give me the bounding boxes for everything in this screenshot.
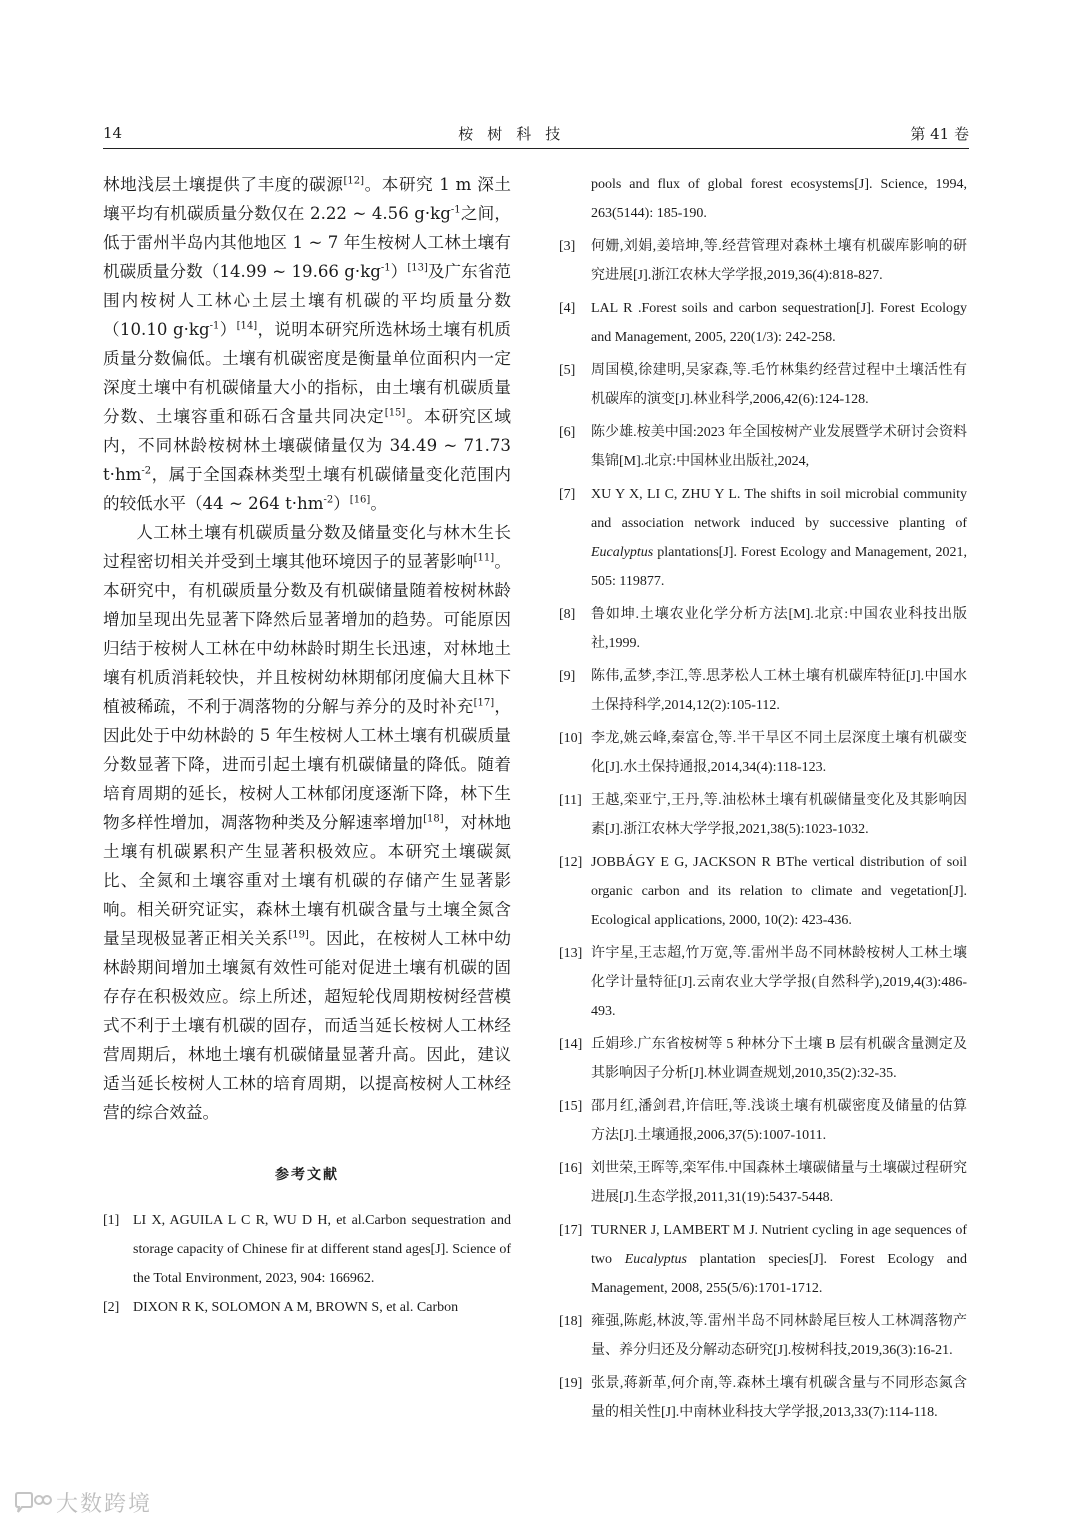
reference-item — [559, 600, 967, 658]
reference-text — [133, 1206, 511, 1293]
reference-number: [4] — [559, 301, 576, 316]
citation-superscript: [11] — [473, 552, 495, 564]
reference-number: [15] — [559, 1099, 583, 1114]
reference-text — [591, 1092, 967, 1150]
reference-text — [133, 1293, 511, 1322]
text-run: ，因此处于中幼林龄的 5 年生桉树人工林土壤有机碳质量分数显著下降，进而引起土壤有机碳储量的降低。随着培育周期的延长，桉树人工林郁闭度逐渐下降，林下生物多样性增加，凋落物种类及分解速率增加 — [103, 697, 512, 832]
reference-number: [1] — [103, 1213, 120, 1228]
reference-number: [12] — [559, 855, 583, 870]
text-run: TURNER J, LAMBERT M J. Nutrient cycling in age sequences of two — [591, 1223, 967, 1267]
text-run: XU Y X, LI C, ZHU Y L. The shifts in soil microbial community and association network induced by successive planting of — [591, 487, 967, 531]
text-run: pools and flux of global forest ecosystems[J]. Science, 1994, 263(5144): 185-190. — [591, 177, 967, 221]
reference-number: [11] — [559, 793, 582, 808]
text-run: 周国模,徐建明,吴家森,等.毛竹林集约经营过程中土壤活性有机碳库的演变[J].林业科学,2006,42(6):124-128. — [591, 363, 967, 407]
reference-number: [7] — [559, 487, 576, 502]
reference-item — [559, 1154, 967, 1212]
reference-item — [559, 1216, 967, 1303]
watermark-text: 大数跨境 — [56, 1492, 153, 1517]
references-list-left — [103, 1206, 511, 1322]
text-run: plantations[J]. Forest Ecology and Management, 2021, 505: 119877. — [591, 545, 967, 589]
reference-number: [16] — [559, 1161, 583, 1176]
reference-item — [559, 480, 967, 596]
reference-text — [591, 1307, 967, 1365]
citation-superscript: [14] — [236, 320, 258, 332]
citation-superscript: [19] — [288, 929, 309, 941]
reference-item — [559, 662, 967, 720]
text-run: 何姗,刘娟,姜培坤,等.经营管理对森林土壤有机碳库影响的研究进展[J].浙江农林大学学报,2019,36(4):818-827. — [591, 239, 967, 283]
references-title: 参考文献 — [275, 1167, 339, 1183]
speech-bubble-logo-icon — [12, 1491, 52, 1515]
reference-number: [5] — [559, 363, 576, 378]
text-run: JOBBÁGY E G, JACKSON R BThe vertical distribution of soil organic carbon and its relation to climate and vegetation[J]. Ecological applications, 2000, 10(2): 423-436. — [591, 855, 967, 928]
reference-number: [2] — [103, 1300, 120, 1315]
text-run: 王越,栾亚宁,王丹,等.油松林土壤有机碳储量变化及其影响因素[J].浙江农林大学学报,2021,38(5):1023-1032. — [591, 793, 967, 837]
reference-number: [3] — [559, 239, 576, 254]
reference-item — [559, 1307, 967, 1365]
citation-superscript: [12] — [343, 175, 365, 187]
reference-number: [9] — [559, 669, 576, 684]
text-run: plantation species[J]. Forest Ecology and Management, 2008, 255(5/6):1701-1712. — [591, 1252, 967, 1296]
text-run: 陈伟,孟梦,李江,等.思茅松人工林土壤有机碳库特征[J].中国水土保持科学,2014,12(2):105-112. — [591, 669, 967, 713]
citation-superscript: [17] — [473, 697, 495, 709]
text-run: 李龙,姚云峰,秦富仓,等.半干旱区不同土层深度土壤有机碳变化[J].水土保持通报,2014,34(4):118-123. — [591, 731, 967, 775]
reference-item — [559, 1030, 967, 1088]
reference-text — [591, 356, 967, 414]
reference-text — [591, 294, 967, 352]
reference-text — [591, 939, 967, 1026]
text-run: ，属于全国森林类型土壤有机碳储量变化范围内的较低水平（44 ~ 264 t·hm — [103, 465, 511, 513]
reference-item — [559, 418, 967, 476]
reference-text — [591, 418, 967, 476]
right-column — [559, 170, 967, 1431]
citation-superscript: [15] — [384, 407, 406, 419]
reference-text — [591, 170, 967, 228]
citation-superscript: [13] — [407, 262, 428, 274]
reference-text — [591, 600, 967, 658]
text-run: 邵月红,潘剑君,许信旺,等.浅谈土壤有机碳密度及储量的估算方法[J].土壤通报,2006,37(5):1007-1011. — [591, 1099, 967, 1143]
citation-superscript: [16] — [349, 494, 371, 506]
citation-superscript: [18] — [423, 813, 444, 825]
text-run: ，说明本研究所选林场土壤有机质质量分数偏低。土壤有机碳密度是衡量单位面积内一定深度土壤中有机碳储量大小的指标，由土壤有机碳质量分数、土壤容重和砾石含量共同决定 — [103, 320, 512, 426]
citation-superscript: -2 — [141, 465, 152, 477]
page-header — [103, 118, 969, 149]
reference-number: [14] — [559, 1037, 583, 1052]
reference-number: [17] — [559, 1223, 583, 1238]
reference-number — [559, 170, 591, 228]
reference-text — [591, 1216, 967, 1303]
reference-text — [591, 232, 967, 290]
reference-number: [13] — [559, 946, 583, 961]
body-paragraph — [103, 518, 511, 1127]
reference-text — [591, 724, 967, 782]
text-run: 许宇星,王志超,竹万宽,等.雷州半岛不同林龄桉树人工林土壤化学计量特征[J].云南农业大学学报(自然科学),2019,4(3):486-493. — [591, 946, 967, 1019]
text-run: 林地浅层土壤提供了丰度的碳源 — [103, 175, 344, 194]
reference-item — [103, 1206, 511, 1293]
citation-superscript: -1 — [450, 204, 461, 216]
reference-number: [10] — [559, 731, 583, 746]
reference-text — [591, 480, 967, 596]
reference-item — [559, 848, 967, 935]
text-run: LAL R .Forest soils and carbon sequestration[J]. Forest Ecology and Management, 2005, 220(1/3): 242-258. — [591, 301, 967, 345]
citation-superscript: -2 — [323, 494, 334, 506]
text-run: DIXON R K, SOLOMON A M, BROWN S, et al. Carbon — [133, 1300, 459, 1315]
italic-text: Eucalyptus — [591, 545, 654, 560]
reference-number: [19] — [559, 1376, 583, 1391]
journal-title: 桉树科技 — [458, 124, 575, 143]
reference-number: [18] — [559, 1314, 583, 1329]
text-run: LI X, AGUILA L C R, WU D H, et al.Carbon sequestration and storage capacity of Chinese fir at different stand ages[J]. Science of the Total Environment, 2023, 904: 166962. — [133, 1213, 511, 1286]
citation-superscript: -1 — [380, 262, 391, 274]
reference-text — [591, 1369, 967, 1427]
body-text — [103, 170, 511, 1127]
reference-text — [591, 848, 967, 935]
reference-number: [6] — [559, 425, 576, 440]
body-paragraph — [103, 170, 511, 518]
text-run: 。本研究 1 m 深土壤平均有机碳质量分数仅在 2.22 ~ 4.56 g·kg — [103, 175, 511, 223]
text-run: 。 — [370, 494, 387, 513]
reference-item — [559, 1092, 967, 1150]
text-run: 雍强,陈彪,林波,等.雷州半岛不同林龄尾巨桉人工林凋落物产量、养分归还及分解动态研究[J].桉树科技,2019,36(3):16-21. — [591, 1314, 967, 1358]
citation-superscript: -1 — [209, 320, 220, 332]
watermark — [12, 1487, 152, 1518]
reference-text — [591, 1154, 967, 1212]
reference-item — [559, 294, 967, 352]
reference-item — [559, 356, 967, 414]
reference-item — [559, 724, 967, 782]
reference-item — [559, 1369, 967, 1427]
left-column — [103, 170, 511, 1322]
text-run: 及广东省范围内桉树人工林心土层土壤有机碳的平均质量分数（10.10 g·kg — [103, 262, 512, 339]
text-run: 人工林土壤有机碳质量分数及储量变化与林木生长过程密切相关并受到土壤其他环境因子的显著影响 — [103, 523, 511, 571]
text-run: ） — [390, 262, 408, 281]
text-run: 。本研究区域内，不同林龄桉树林土壤碳储量仅为 34.49 ~ 71.73 t·hm — [103, 407, 512, 484]
text-run: ） — [219, 320, 237, 339]
text-run: 陈少雄.桉美中国:2023 年全国桉树产业发展暨学术研讨会资料集锦[M].北京:中国林业出版社,2024, — [591, 425, 967, 469]
text-run: 之间，低于雷州半岛内其他地区 1 ~ 7 年生桉树人工林土壤有机碳质量分数（14.99 ~ 19.66 g·kg — [103, 204, 511, 281]
reference-text — [591, 786, 967, 844]
text-run: 鲁如坤.土壤农业化学分析方法[M].北京:中国农业科技出版社,1999. — [591, 607, 967, 651]
text-run: 。本研究中，有机碳质量分数及有机碳储量随着桉树林龄增加呈现出先显著下降然后显著增加的趋势。可能原因归结于桉树人工林在中幼林龄时期生长迅速，对林地土壤有机质消耗较快，并且桉树幼林期郁闭度偏大且林下植被稀疏，不利于凋落物的分解与养分的及时补充 — [103, 552, 512, 716]
text-run: ） — [333, 494, 350, 513]
page-number: 14 — [103, 124, 123, 142]
reference-number: [8] — [559, 607, 576, 622]
reference-item — [103, 1293, 511, 1322]
reference-item — [559, 232, 967, 290]
text-run: 。因此，在桉树人工林中幼林龄期间增加土壤氮有效性可能对促进土壤有机碳的固存存在积极效应。综上所述，超短轮伐周期桉树经营模式不利于土壤有机碳的固存，而适当延长桉树人工林经营周期后，林地土壤有机碳储量显著升高。因此，建议适当延长桉树人工林的培育周期，以提高桉树人工林经营的综合效益。 — [103, 929, 512, 1122]
reference-item — [559, 786, 967, 844]
reference-item — [559, 170, 967, 228]
reference-text — [591, 662, 967, 720]
text-run: 张景,蒋新革,何介南,等.森林土壤有机碳含量与不同形态氮含量的相关性[J].中南林业科技大学学报,2013,33(7):114-118. — [591, 1376, 967, 1420]
text-run: ，对林地土壤有机碳累积产生显著积极效应。本研究土壤碳氮比、全氮和土壤容重对土壤有机碳的存储产生显著影响。相关研究证实，森林土壤有机碳含量与土壤全氮含量呈现极显著正相关关系 — [103, 813, 512, 948]
reference-text — [591, 1030, 967, 1088]
reference-item — [559, 939, 967, 1026]
italic-text: Eucalyptus — [624, 1252, 687, 1267]
volume-label: 第 41 卷 — [910, 124, 969, 143]
text-run: 丘娟珍.广东省桉树等 5 种林分下土壤 B 层有机碳含量测定及其影响因子分析[J].林业调查规划,2010,35(2):32-35. — [591, 1037, 967, 1081]
references-list-right — [559, 170, 967, 1427]
text-run: 刘世荣,王晖等,栾军伟.中国森林土壤碳储量与土壤碳过程研究进展[J].生态学报,2011,31(19):5437-5448. — [591, 1161, 967, 1205]
